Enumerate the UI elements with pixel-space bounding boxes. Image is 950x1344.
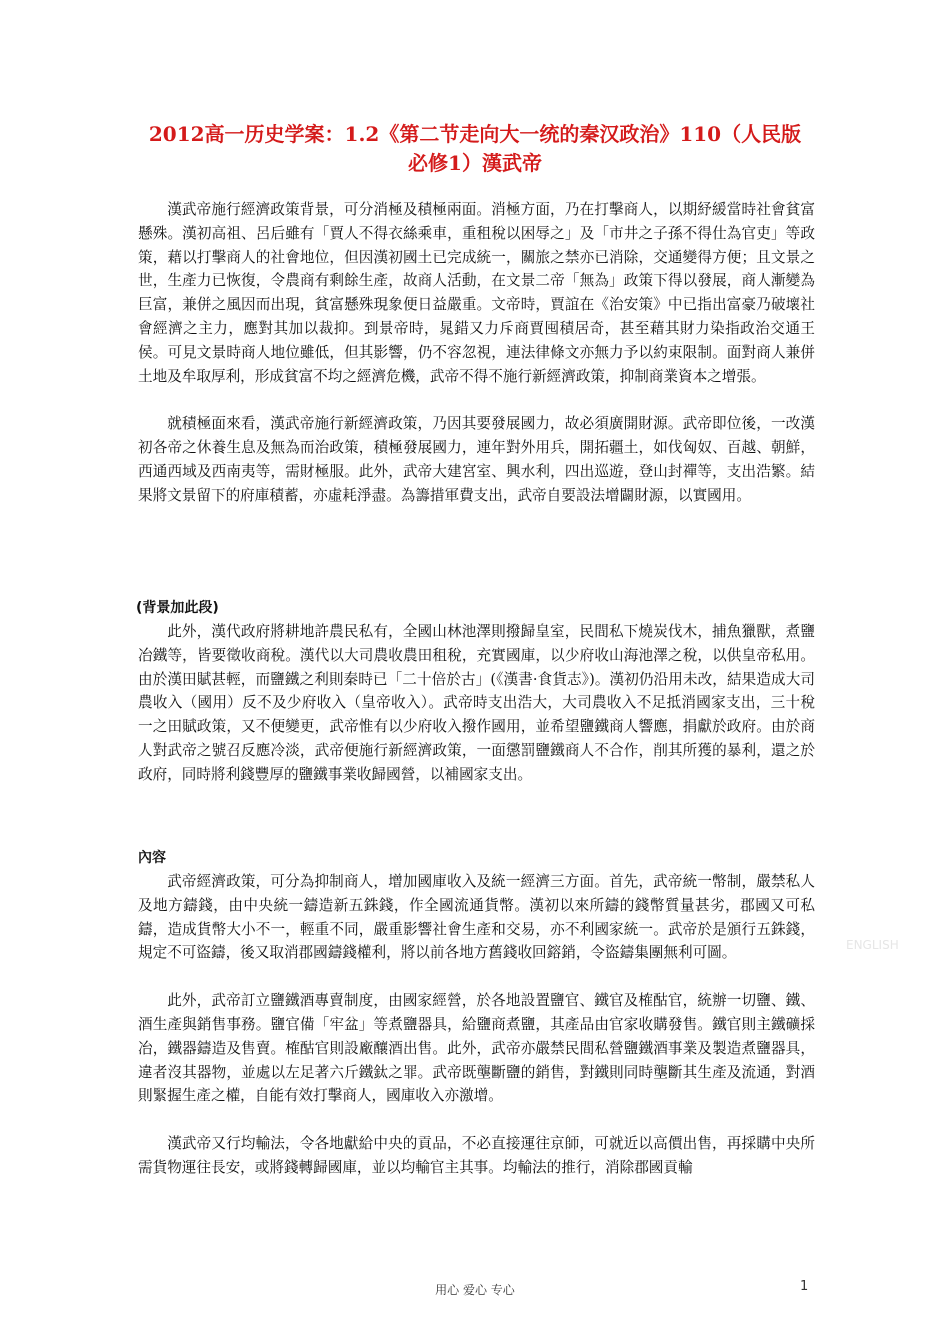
paragraph-currency: 武帝經濟政策，可分為抑制商人，增加國庫收入及統一經濟三方面。首先，武帝統一幣制，嚴禁私人及地方鑄錢，由中央統一鑄造新五銖錢，作全國流通貨幣。漢初以來所鑄的錢幣質量甚劣，郡國又可私鑄，造成貨幣大小不一，輕重不同，嚴重影響社會生產和交易，亦不利國家統一。武帝於是頒行五銖錢，規定不可盜鑄，後又取消郡國鑄錢權利，將以前各地方舊錢收回鎔銷，令盜鑄集團無利可圖。 [138,873,815,962]
paragraph-background-negative: 漢武帝施行經濟政策背景，可分消極及積極兩面。消極方面，乃在打擊商人，以期紓緩當時社會貧富懸殊。漢初高祖、呂后雖有「賈人不得衣絲乘車，重租稅以困辱之」及「市井之子孫不得仕為官吏」等政策，藉以打擊商人的社會地位，但因漢初國土已完成統一，關旅之禁亦已消除，交通變得方便；且文景之世，生產力已恢復，令農商有剩餘生產，故商人活動，在文景二帝「無為」政策下得以發展，商人漸變為巨富，兼併之風因而出現，貧富懸殊現象便日益嚴重。文帝時，賈誼在《治安策》中已指出富豪乃破壞社會經濟之主力，應對其加以裁抑。到景帝時，晁錯又力斥商賈囤積居奇，甚至藉其財力染指政治交通王侯。可見文景時商人地位雖低，但其影響，仍不容忽視，連法律條文亦無力予以約束限制。面對商人兼併土地及牟取厚利，形成貧富不均之經濟危機，武帝不得不施行新經濟政策，抑制商業資本之增張。 [138,201,815,385]
section-heading-content: 內容 [138,850,166,866]
footer-slogan: 用心 爱心 专心 [435,1283,515,1297]
paragraph-equal-transport: 漢武帝又行均輸法，令各地獻給中央的貢品，不必直接運往京師，可就近以高價出售，再採購中央所需貨物運往長安，或將錢轉歸國庫，並以均輸官主其事。均輸法的推行，消除郡國貢輸 [138,1135,815,1176]
paragraph-revenue: 此外，漢代政府將耕地許農民私有，全國山林池澤則撥歸皇室，民間私下燒炭伐木，捕魚獵獸，煮鹽冶鐵等，皆要徵收商稅。漢代以大司農收農田租稅，充實國庫，以少府收山海池澤之稅，以供皇帝私用。由於漢田賦甚輕，而鹽鐵之利則秦時已「二十倍於古」(《漢書·食貨志》)。漢初仍沿用未改，結果造成大司農收入（國用）反不及少府收入（皇帝收入）。武帝時支出浩大，大司農收入不足抵消國家支出，三十稅一之田賦政策，又不便變更，武帝惟有以少府收入撥作國用，並希望鹽鐵商人響應，捐獻於政府。由於商人對武帝之號召反應冷淡，武帝便施行新經濟政策，一面懲罰鹽鐵商人不合作，削其所獲的暴利，還之於政府，同時將利錢豐厚的鹽鐵事業收歸國營，以補國家支出。 [138,623,815,783]
section-background [138,198,815,508]
paragraph-monopoly: 此外，武帝訂立鹽鐵酒專賣制度，由國家經營，於各地設置鹽官、鐵官及榷酤官，統辦一切鹽、鐵、酒生產與銷售事務。鹽官備「牢盆」等煮鹽器具，給鹽商煮鹽，其產品由官家收購發售。鐵官則主鐵礦採冶，鐵器鑄造及售賣。榷酤官則設廠釀酒出售。此外，武帝亦嚴禁民間私營鹽鐵酒事業及製造煮鹽器具，違者沒其器物，並處以左足著六斤鐵鈦之罪。武帝既壟斷鹽的銷售，對鐵則同時壟斷其生產及流通，對酒則緊握生產之權，自能有效打擊商人，國庫收入亦激增。 [138,992,815,1105]
section-background-extra [138,596,815,787]
section-heading-background-extra: (背景加此段) [136,600,219,616]
paragraph-background-positive: 就積極面來看，漢武帝施行新經濟政策，乃因其要發展國力，故必須廣開財源。武帝即位後，一改漢初各帝之休養生息及無為而治政策，積極發展國力，連年對外用兵，開拓疆土，如伐匈奴、百越、朝鮮，西通西域及西南夷等，需財極服。此外，武帝大建宮室、興水利，四出巡遊，登山封禪等，支出浩繁。結果將文景留下的府庫積蓄，亦虛耗淨盡。為籌措軍費支出，武帝自要設法增闢財源，以實國用。 [138,415,815,504]
document-title [120,120,830,178]
section-content [138,846,815,1180]
title-line-2: 必修1）漢武帝 [408,151,542,175]
watermark: ENGLISH [846,938,899,952]
title-line-1: 2012高一历史学案：1.2《第二节走向大一统的秦汉政治》110（人民版 [148,122,802,146]
page-number: 1 [800,1279,809,1294]
